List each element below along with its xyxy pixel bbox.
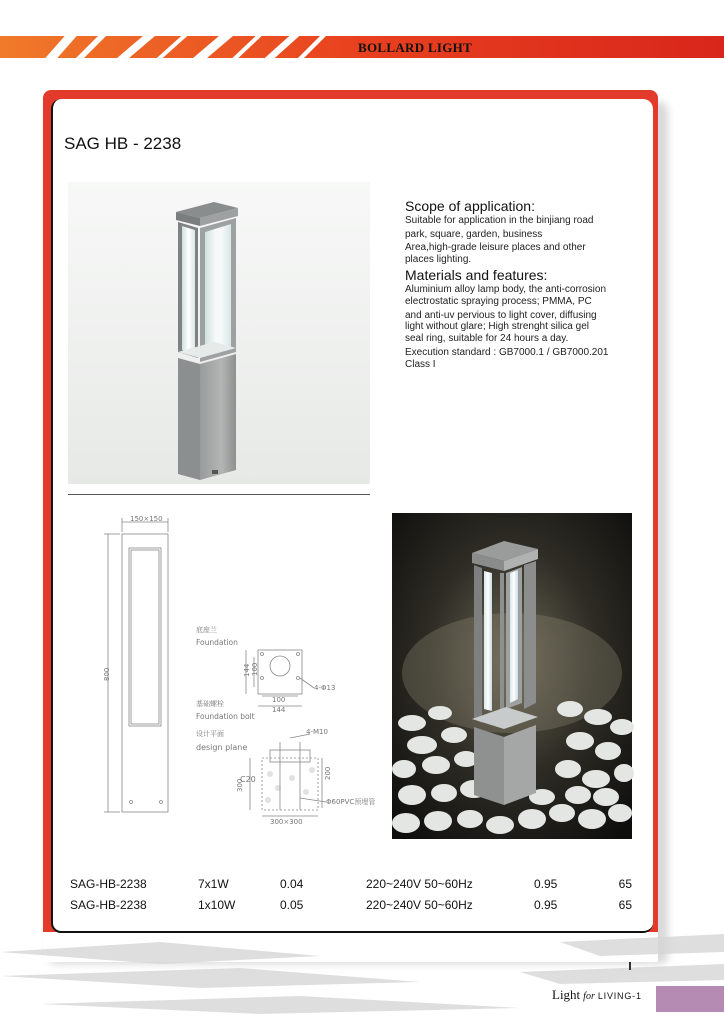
plane-en: design plane — [196, 743, 248, 752]
spec-ip-rating: 65 — [618, 898, 632, 912]
product-photo — [68, 182, 370, 484]
materials-line: Aluminium alloy lamp body, the anti-corrosion — [405, 284, 607, 296]
materials-line: seal ring, suitable for 24 hours a day. — [405, 332, 569, 344]
height-label: 800 — [103, 667, 111, 681]
spec-row — [70, 877, 640, 895]
footer-light: Light — [552, 987, 581, 1002]
technical-drawing — [100, 512, 376, 832]
section-divider — [68, 494, 370, 495]
materials-line: light without glare; High strenght silica gel — [405, 321, 589, 333]
spec-power-factor: 0.95 — [534, 898, 558, 912]
spec-model: SAG-HB-2238 — [70, 898, 147, 912]
installation-photo — [392, 513, 632, 839]
m10-label: 4-M10 — [306, 728, 328, 736]
dim-100: 100 — [251, 662, 259, 676]
description-block — [405, 198, 640, 371]
footer-brand — [552, 987, 642, 1003]
footer-for: for — [583, 991, 595, 1002]
spec-current: 0.04 — [280, 877, 304, 891]
spec-voltage: 220~240V 50~60Hz — [366, 898, 473, 912]
scope-heading: Scope of application: — [405, 198, 535, 214]
footer-living: LIVING — [597, 991, 633, 1001]
footer-page: -1 — [632, 991, 642, 1001]
marker-bar — [629, 962, 631, 970]
materials-line: electrostatic spraying process; PMMA, PC — [405, 295, 592, 307]
bolt-en: Foundation bolt — [196, 712, 255, 721]
banner-title: BOLLARD LIGHT — [358, 40, 473, 55]
scope-line: Suitable for application in the binjiang road — [405, 215, 594, 226]
dim-100b: 100 — [272, 696, 286, 704]
dim-200: 200 — [324, 766, 332, 780]
foundation-en: Foundation — [196, 638, 238, 647]
dim-144: 144 — [243, 663, 251, 677]
plane-cn: 设计平面 — [196, 730, 224, 738]
spec-model: SAG-HB-2238 — [70, 877, 147, 891]
pvc-label: Φ60PVC预埋管 — [326, 798, 376, 806]
dim-144b: 144 — [272, 706, 286, 714]
materials-line: and anti-uv pervious to light cover, diffusing — [405, 309, 597, 321]
c20-label: C20 — [240, 775, 256, 784]
foundation-cn: 底座兰 — [196, 626, 217, 634]
scope-line: places lighting. — [405, 253, 472, 265]
spec-voltage: 220~240V 50~60Hz — [366, 877, 473, 891]
footer-tab — [656, 986, 724, 1012]
hole-label: 4-Φ13 — [314, 684, 336, 692]
spec-ip-rating: 65 — [618, 877, 632, 891]
spec-current: 0.05 — [280, 898, 304, 912]
spec-wattage: 7x1W — [198, 877, 229, 891]
spec-wattage: 1x10W — [198, 898, 236, 912]
scope-line: park, square, garden, business — [405, 228, 543, 240]
bottom-decoration — [0, 912, 724, 1024]
base-label: 300×300 — [270, 818, 303, 826]
materials-heading: Materials and features: — [405, 267, 548, 284]
spec-power-factor: 0.95 — [534, 877, 558, 891]
scope-line: Area,high-grade leisure places and other — [405, 242, 586, 254]
model-heading: SAG HB - 2238 — [64, 134, 182, 153]
dim-300: 300 — [236, 778, 244, 792]
materials-line: Class I — [405, 358, 436, 370]
width-label: 150×150 — [130, 515, 163, 523]
bolt-cn: 基础螺栓 — [196, 700, 224, 708]
materials-line: Execution standard : GB7000.1 / GB7000.201 — [405, 347, 609, 359]
